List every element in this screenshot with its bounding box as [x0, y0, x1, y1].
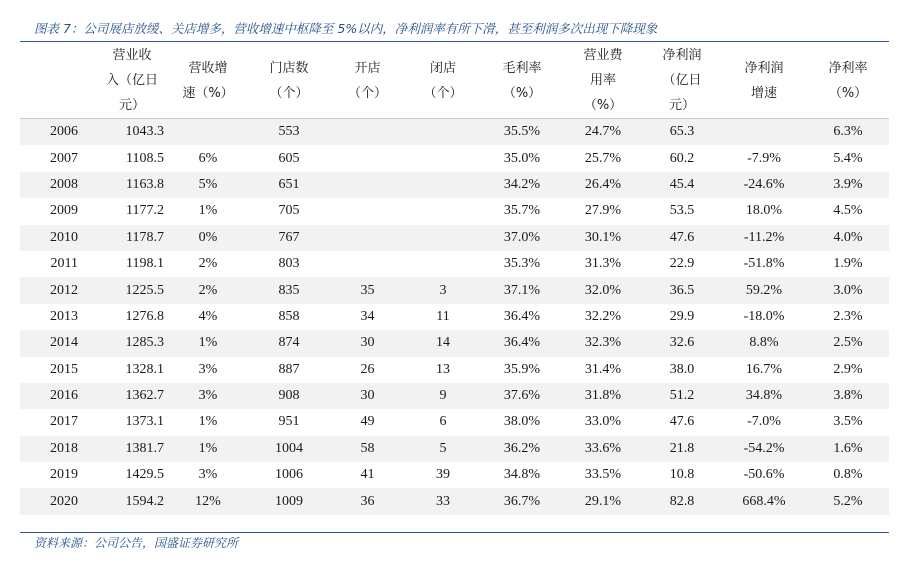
table-cell: 908 — [248, 383, 330, 409]
table-cell: 65.3 — [643, 119, 721, 146]
column-header-line: 营业费 — [583, 48, 623, 63]
table-cell: -18.0% — [743, 308, 785, 324]
table-cell: 1% — [198, 414, 218, 430]
table-cell: 2% — [168, 277, 248, 303]
table-cell: 3% — [198, 361, 218, 377]
table-cell: -50.6% — [743, 467, 785, 483]
table-cell: 24.7% — [563, 119, 643, 146]
table-cell: 29.9 — [669, 308, 695, 324]
table-cell: 5% — [168, 172, 248, 198]
table-cell: 34.8% — [503, 467, 541, 483]
column-header-line: （%） — [583, 98, 623, 113]
table-cell: 5.2% — [807, 488, 889, 514]
table-cell: 32.3% — [563, 330, 643, 356]
table-cell: 12% — [168, 488, 248, 514]
table-row — [20, 225, 889, 251]
table-cell: 21.8 — [643, 436, 721, 462]
table-cell — [405, 198, 481, 224]
table-row — [20, 119, 889, 146]
table-cell: 1328.1 — [125, 361, 164, 377]
header-row — [20, 43, 889, 119]
table-row — [20, 488, 889, 514]
column-header-line: 元） — [118, 98, 145, 113]
year-cell: 2015 — [50, 361, 78, 377]
table-cell: 51.2 — [643, 383, 721, 409]
table-cell: 887 — [278, 361, 300, 377]
year-cell: 2006 — [20, 119, 96, 146]
table-cell: 41 — [360, 467, 375, 483]
column-header-line: 用率 — [589, 73, 616, 88]
table-cell: -7.9% — [747, 150, 781, 166]
table-cell: 59.2% — [721, 277, 807, 303]
table-cell: 30 — [330, 383, 405, 409]
table-cell: 39 — [436, 467, 450, 483]
column-header-line: 毛利率 — [502, 60, 542, 76]
table-cell: 11 — [436, 308, 450, 324]
table-cell: 22.9 — [669, 256, 695, 272]
table-cell: 1% — [198, 203, 218, 219]
column-header-line: （个） — [347, 85, 387, 101]
table-cell: 1043.3 — [96, 119, 168, 146]
source-note: 资料来源：公司公告，国盛证券研究所 — [34, 536, 239, 550]
table-cell: 26 — [360, 361, 375, 377]
table-cell: 47.6 — [669, 414, 695, 430]
table-row — [20, 304, 889, 330]
column-header-line: （%） — [828, 85, 868, 101]
table-cell: 6 — [439, 414, 447, 430]
table-cell: 30 — [330, 330, 405, 356]
table-cell: -51.8% — [743, 256, 785, 272]
table-cell: 31.3% — [584, 256, 622, 272]
table-cell: 1006 — [275, 467, 303, 483]
table-cell: 858 — [278, 308, 300, 324]
table-cell — [405, 251, 481, 277]
table-cell: 1429.5 — [125, 467, 164, 483]
column-header-line: （个） — [423, 85, 463, 101]
table-row — [20, 330, 889, 356]
column-header — [563, 43, 643, 119]
column-header-line: 闭店 — [429, 60, 456, 76]
table-cell: -54.2% — [721, 436, 807, 462]
table-cell: 705 — [278, 203, 300, 219]
table-cell: 47.6 — [643, 225, 721, 251]
table-cell: 36.5 — [643, 277, 721, 303]
table-cell: 3.0% — [807, 277, 889, 303]
table-cell: 803 — [278, 256, 300, 272]
table-cell: 33.0% — [584, 414, 622, 430]
table-cell: 5.4% — [833, 150, 863, 166]
table-cell: 1004 — [248, 436, 330, 462]
table-cell: 36.4% — [503, 308, 541, 324]
table-cell: 1225.5 — [96, 277, 168, 303]
column-header-line: （%） — [502, 85, 542, 101]
table-cell: 767 — [248, 225, 330, 251]
table-cell: 38.0% — [503, 414, 541, 430]
table-row — [20, 277, 889, 303]
table-cell: 36.2% — [481, 436, 563, 462]
table-cell: 35.0% — [503, 150, 541, 166]
column-header-line: （个） — [269, 85, 309, 101]
column-header — [643, 43, 721, 119]
column-header — [481, 43, 563, 119]
table-cell: 5 — [405, 436, 481, 462]
table-cell: 1198.1 — [126, 256, 164, 272]
table-cell — [721, 119, 807, 146]
year-cell: 2020 — [20, 488, 96, 514]
table-cell: 45.4 — [643, 172, 721, 198]
table-cell: 1276.8 — [125, 308, 164, 324]
table-row — [20, 383, 889, 409]
table-cell: 27.9% — [584, 203, 622, 219]
table-cell: 82.8 — [643, 488, 721, 514]
year-cell: 2013 — [50, 308, 78, 324]
table-cell: 8.8% — [721, 330, 807, 356]
table-cell: 1009 — [248, 488, 330, 514]
table-cell: 0.8% — [833, 467, 863, 483]
table-cell — [405, 172, 481, 198]
table-cell: 31.8% — [563, 383, 643, 409]
column-header-line: 速（%） — [182, 85, 234, 101]
column-header-line: 营收增 — [188, 60, 228, 76]
table-cell: 31.4% — [584, 361, 622, 377]
table-cell: 1% — [168, 330, 248, 356]
table-cell: 3.8% — [807, 383, 889, 409]
table-cell: 9 — [405, 383, 481, 409]
column-header — [721, 43, 807, 119]
table-cell: 38.0 — [669, 361, 695, 377]
table-cell — [330, 119, 405, 146]
column-header — [20, 43, 96, 119]
table-cell — [330, 225, 405, 251]
table-cell: 10.8 — [669, 467, 695, 483]
table-row — [20, 172, 889, 198]
table-cell: 1108.5 — [126, 150, 164, 166]
table-cell: 553 — [248, 119, 330, 146]
table-cell — [405, 145, 481, 171]
column-header — [405, 43, 481, 119]
table-cell: 1373.1 — [125, 414, 164, 430]
table-cell: 1362.7 — [96, 383, 168, 409]
table-cell: 53.5 — [669, 203, 695, 219]
year-cell: 2010 — [20, 225, 96, 251]
table-cell — [405, 119, 481, 146]
table-cell: 35.3% — [503, 256, 541, 272]
table-cell: 668.4% — [721, 488, 807, 514]
column-header-line: 增速 — [750, 85, 777, 101]
table-cell: 14 — [405, 330, 481, 356]
table-cell: 951 — [278, 414, 300, 430]
year-cell: 2012 — [20, 277, 96, 303]
year-cell: 2007 — [50, 150, 78, 166]
data-table — [20, 43, 889, 515]
table-cell: 2.9% — [833, 361, 863, 377]
table-cell — [330, 172, 405, 198]
table-cell: 36 — [330, 488, 405, 514]
table-cell — [330, 145, 405, 171]
table-cell: 18.0% — [745, 203, 783, 219]
table-cell: -7.0% — [747, 414, 781, 430]
table-cell: 25.7% — [584, 150, 622, 166]
table-cell: 1% — [168, 436, 248, 462]
figure-title: 图表 7：公司展店放缓、关店增多，营收增速中枢降至 5%以内，净利润率有所下滑，甚至利润多次出现下降现象 — [34, 21, 658, 36]
table-row — [20, 462, 889, 488]
year-cell: 2009 — [50, 203, 78, 219]
table-cell: 37.0% — [481, 225, 563, 251]
table-cell: 49 — [360, 414, 375, 430]
table-cell: 651 — [248, 172, 330, 198]
table-cell: 2.3% — [833, 308, 863, 324]
column-header-line: （亿日 — [662, 73, 702, 88]
table-cell: 32.2% — [584, 308, 622, 324]
column-header — [168, 43, 248, 119]
table-cell: 34.8% — [721, 383, 807, 409]
table-cell — [330, 251, 405, 277]
table-bottom-divider — [20, 532, 889, 533]
table-cell: 1163.8 — [96, 172, 168, 198]
table-cell: 2% — [198, 256, 218, 272]
table-row — [20, 251, 889, 277]
table-cell: 3% — [168, 383, 248, 409]
column-header-line: 净利润 — [662, 48, 702, 63]
table-cell: -11.2% — [721, 225, 807, 251]
table-cell: 35.5% — [481, 119, 563, 146]
table-row — [20, 357, 889, 383]
year-cell: 2016 — [20, 383, 96, 409]
table-cell: 29.1% — [563, 488, 643, 514]
table-cell: 1285.3 — [96, 330, 168, 356]
table-row — [20, 145, 889, 171]
column-header — [248, 43, 330, 119]
table-cell: 1177.2 — [126, 203, 164, 219]
table-cell — [168, 119, 248, 146]
table-cell: 16.7% — [745, 361, 783, 377]
year-cell: 2017 — [50, 414, 78, 430]
table-cell: 3.5% — [833, 414, 863, 430]
table-cell: 6.3% — [807, 119, 889, 146]
table-cell: 3 — [405, 277, 481, 303]
table-row — [20, 409, 889, 435]
table-cell: 32.6 — [643, 330, 721, 356]
year-cell: 2018 — [20, 436, 96, 462]
table-cell: 1178.7 — [96, 225, 168, 251]
column-header-line: 净利润 — [744, 60, 784, 76]
table-cell: 1381.7 — [96, 436, 168, 462]
column-header-line: 门店数 — [269, 60, 309, 76]
table-cell: 4% — [198, 308, 218, 324]
table-cell: 33 — [405, 488, 481, 514]
column-header — [330, 43, 405, 119]
column-header — [807, 43, 889, 119]
table-cell: 835 — [248, 277, 330, 303]
table-cell: -24.6% — [721, 172, 807, 198]
table-cell: 4.0% — [807, 225, 889, 251]
table-cell: 36.7% — [481, 488, 563, 514]
table-cell: 30.1% — [563, 225, 643, 251]
table-cell: 6% — [198, 150, 218, 166]
column-header-line: 开店 — [354, 60, 381, 76]
table-cell: 2.5% — [807, 330, 889, 356]
table-cell: 34.2% — [481, 172, 563, 198]
year-cell: 2019 — [50, 467, 78, 483]
table-cell: 1.9% — [833, 256, 863, 272]
column-header-line: 入（亿日 — [105, 73, 158, 88]
table-cell: 874 — [248, 330, 330, 356]
table-cell: 1.6% — [807, 436, 889, 462]
table-cell: 58 — [330, 436, 405, 462]
table-cell: 13 — [436, 361, 450, 377]
year-cell: 2014 — [20, 330, 96, 356]
column-header — [96, 43, 168, 119]
table-cell — [405, 225, 481, 251]
column-header-line: 净利率 — [828, 60, 868, 76]
column-header-line: 营业收 — [112, 48, 152, 63]
table-cell: 35 — [330, 277, 405, 303]
table-cell: 37.6% — [481, 383, 563, 409]
table-cell: 33.6% — [563, 436, 643, 462]
table-cell: 34 — [360, 308, 375, 324]
table-cell: 0% — [168, 225, 248, 251]
table-cell: 35.9% — [503, 361, 541, 377]
table-cell: 605 — [278, 150, 300, 166]
table-row — [20, 436, 889, 462]
table-cell: 37.1% — [481, 277, 563, 303]
table-cell: 3.9% — [807, 172, 889, 198]
table-cell: 1594.2 — [96, 488, 168, 514]
year-cell: 2011 — [50, 256, 78, 272]
table-cell: 26.4% — [563, 172, 643, 198]
table-cell: 60.2 — [669, 150, 695, 166]
table-row — [20, 198, 889, 224]
year-cell: 2008 — [20, 172, 96, 198]
table-cell: 35.7% — [503, 203, 541, 219]
title-divider — [20, 41, 889, 42]
table-cell: 32.0% — [563, 277, 643, 303]
table-cell: 3% — [198, 467, 218, 483]
table-cell: 4.5% — [833, 203, 863, 219]
table-cell: 36.4% — [481, 330, 563, 356]
table-cell: 33.5% — [584, 467, 622, 483]
column-header-line: 元） — [668, 98, 695, 113]
table-cell — [330, 198, 405, 224]
